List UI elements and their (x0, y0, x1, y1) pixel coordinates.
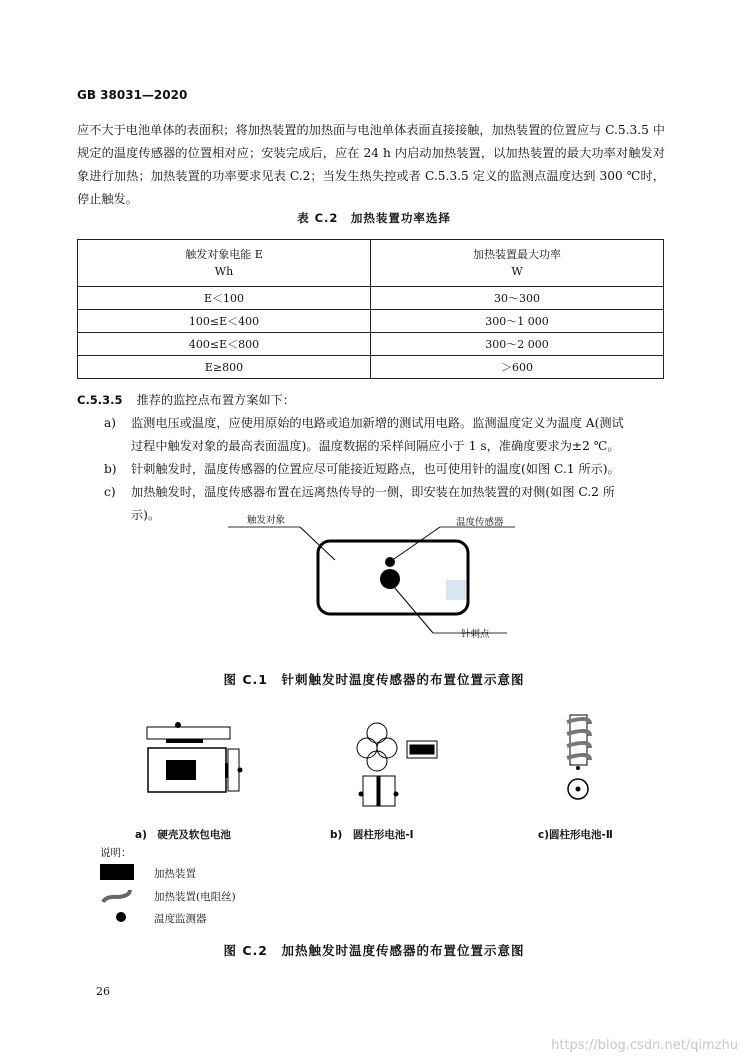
section-title: 推荐的监控点布置方案如下： (136, 393, 295, 407)
cell-energy: 400≤E＜800 (78, 333, 371, 356)
standard-header: GB 38031—2020 (77, 88, 188, 102)
cell-power: 300～1 000 (371, 310, 664, 333)
cylindrical-cell-1-diagram (357, 723, 437, 806)
table-row (78, 287, 664, 310)
heater-legend-icon (100, 864, 134, 880)
item-text: 监测电压或温度，应使用原始的电路或追加新增的测试用电路。监测温度定义为温度 A(测试 (131, 416, 624, 430)
figure-c2-diagrams (130, 710, 630, 810)
item-mark: a) (104, 416, 117, 430)
body-paragraph: 应不大于电池单体的表面积；将加热装置的加热面与电池单体表面直接接触，加热装置的位置应与 C.5.3.5 中规定的温度传感器的位置相对应；安装完成后，应在 24 h 内启动加热装置，以加热装置的最大功率对触发对象进行加热；加热装置的功率要求见表 C.2；当发生热失控或者 C.5.3.5 定义的监测点温度达到 300 ℃时，停止触发。 (77, 123, 665, 206)
item-text: 加热触发时，温度传感器布置在远离热传导的一侧，即安装在加热装置的对侧(如图 C.2 所 (131, 485, 615, 499)
cell-energy: E＜100 (78, 287, 371, 310)
label-trigger-target: 触发对象 (247, 515, 286, 526)
item-text: 过程中触发对象的最高表面温度)。温度数据的采样间隔应小于 1 s，准确度要求为±2 ℃。 (131, 439, 620, 453)
legend-temp-monitor: 温度监测器 (154, 913, 207, 925)
cell-energy: 100≤E＜400 (78, 310, 371, 333)
sac-watermark-logo (446, 580, 466, 600)
cell-power: 300～2 000 (371, 333, 664, 356)
label-puncture-point: 针刺点 (461, 629, 490, 640)
table-row (78, 310, 664, 333)
table-row (78, 356, 664, 379)
subcaption-a: a) 硬壳及软包电池 (135, 829, 231, 841)
subcaption-b: b) 圆柱形电池-Ⅰ (330, 829, 414, 841)
blog-watermark: https://blog.csdn.net/qimzhu (551, 1038, 738, 1053)
header-energy: 触发对象电能 E (185, 248, 263, 261)
temp-monitor-legend-icon (116, 912, 126, 922)
prismatic-cell-diagram (147, 722, 243, 792)
cell-power: 30～300 (371, 287, 664, 310)
sensor-dot (385, 557, 395, 567)
resistance-wire-legend-icon (100, 886, 136, 906)
section-number: C.5.3.5 (77, 393, 123, 407)
header-energy-unit: Wh (214, 265, 234, 278)
legend-resistance-wire: 加热装置(电阻丝) (154, 891, 236, 903)
label-temp-sensor: 温度传感器 (456, 517, 504, 528)
item-mark: c) (104, 485, 116, 499)
subcaption-c: c)圆柱形电池-Ⅱ (538, 829, 613, 841)
figure-c1-caption: 图 C.1 针刺触发时温度传感器的布置位置示意图 (223, 672, 525, 687)
legend-heater: 加热装置 (154, 868, 196, 880)
power-table (77, 239, 664, 379)
header-power: 加热装置最大功率 (473, 248, 561, 261)
section-heading (77, 389, 295, 412)
page-number: 26 (96, 985, 110, 998)
table-row (78, 333, 664, 356)
header-power-unit: W (511, 265, 523, 278)
legend-title: 说明： (100, 847, 132, 859)
figure-c2-caption: 图 C.2 加热触发时温度传感器的布置位置示意图 (223, 943, 525, 958)
cell-energy: E≥800 (78, 356, 371, 379)
item-text: 示)。 (131, 508, 161, 522)
table-caption: 表 C.2 加热装置功率选择 (297, 211, 451, 225)
cylindrical-cell-2-diagram (567, 715, 590, 799)
item-mark: b) (104, 462, 117, 476)
item-text: 针刺触发时，温度传感器的位置应尽可能接近短路点，也可使用针的温度(如图 C.1 所示)。 (131, 462, 620, 476)
cell-power: ＞600 (371, 356, 664, 379)
puncture-point-dot (380, 569, 400, 589)
table-header-row (78, 240, 664, 287)
